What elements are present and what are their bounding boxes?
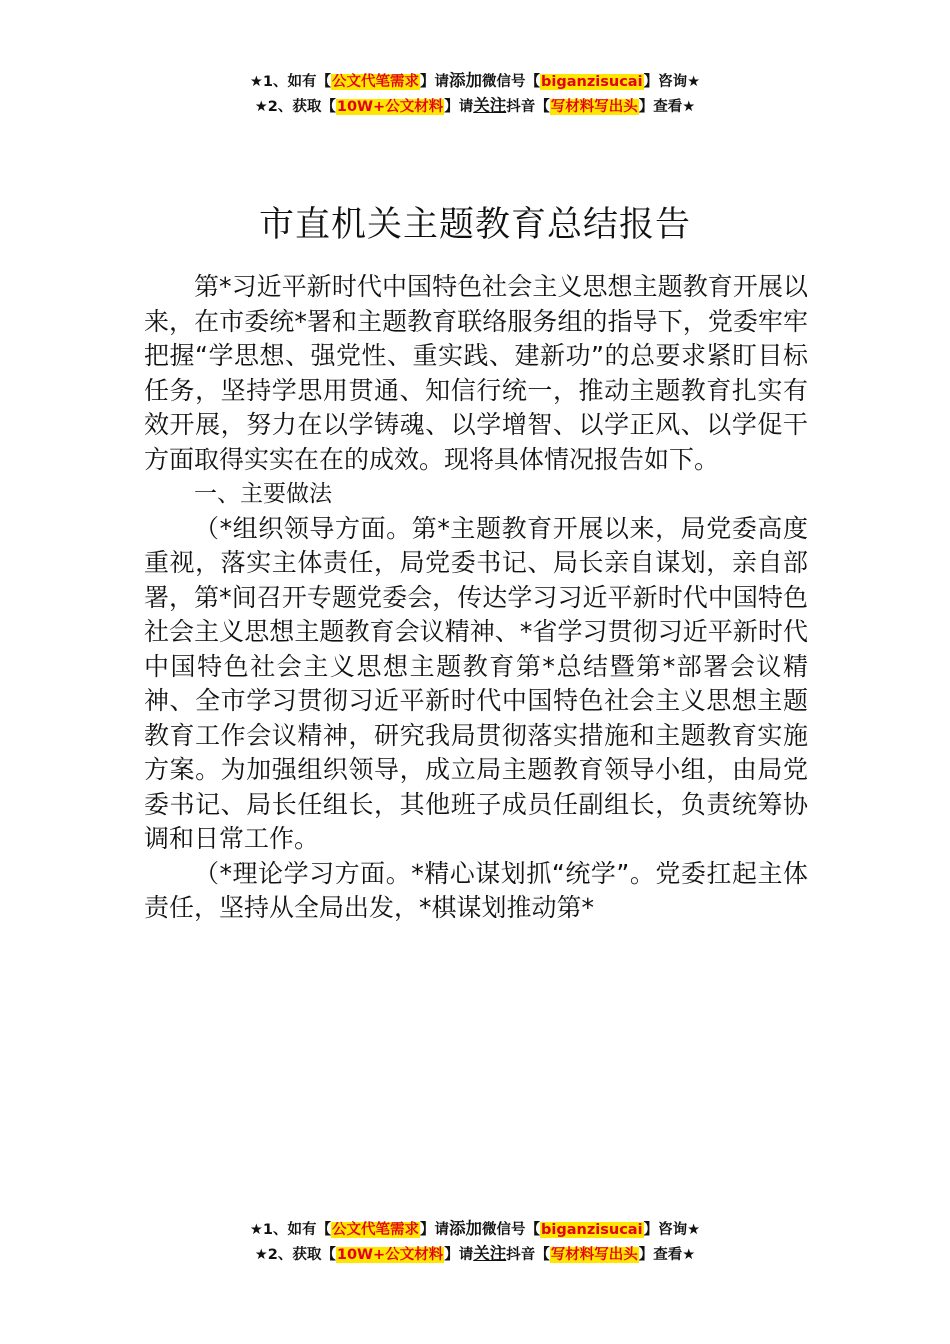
promo-text: 1、如有【 [262, 1222, 332, 1238]
promo-text: 】咨询★ [643, 1222, 701, 1238]
section-heading: 一、主要做法 [194, 481, 332, 507]
promo-text: 2、获取【 [267, 1247, 336, 1263]
star-icon: ★ [249, 1222, 263, 1238]
promo-line-1 [0, 68, 950, 93]
promo-text: 】查看★ [638, 99, 696, 115]
promo-highlight: 10W+公文材料 [336, 99, 444, 115]
promo-text: 微信号【 [482, 1222, 541, 1238]
document-body [144, 270, 808, 926]
promo-text: 】咨询★ [643, 74, 701, 90]
promo-highlight: 10W+公文材料 [336, 1247, 444, 1263]
promo-text: 抖音【 [506, 1247, 550, 1263]
star-icon: ★ [249, 74, 263, 90]
body-paragraph: （*组织领导方面。第*主题教育开展以来，局党委高度重视，落实主体责任，局党委书记、局长亲自谋划，亲自部署，第*间召开专题党委会，传达学习习近平新时代中国特色社会主义思想主题教育会议精神、*省学习贯彻习近平新时代中国特色社会主义思想主题教育第*总结暨第*部署会议精神、全市学习贯彻习近平新时代中国特色社会主义思想主题教育工作会议精神，研究我局贯彻落实措施和主题教育实施方案。为加强组织领导，成立局主题教育领导小组，由局党委书记、局长任组长，其他班子成员任副组长，负责统筹协调和日常工作。 [144, 513, 808, 853]
promo-text: 抖音【 [506, 99, 550, 115]
promo-text: 2、获取【 [267, 99, 336, 115]
wechat-id-highlight: biganzisucai [541, 1222, 643, 1238]
promo-emphasis: 添加 [449, 71, 483, 90]
promo-banner-top [0, 68, 950, 118]
douyin-highlight: 写材料写出头 [550, 99, 638, 115]
promo-text: 】请 [420, 1222, 450, 1238]
promo-text: 】请 [444, 99, 474, 115]
promo-emphasis: 关注 [473, 1244, 507, 1263]
document-title: 市直机关主题教育总结报告 [258, 205, 691, 246]
body-paragraph: 第*习近平新时代中国特色社会主义思想主题教育开展以来，在市委统*署和主题教育联络服务组的指导下，党委牢牢把握“学思想、强党性、重实践、建新功”的总要求紧盯目标任务，坚持学思用贯通、知信行统一，推动主题教育扎实有效开展，努力在以学铸魂、以学增智、以学正风、以学促干方面取得实实在在的成效。现将具体情况报告如下。 [144, 272, 808, 474]
promo-text: 1、如有【 [262, 74, 332, 90]
promo-banner-bottom [0, 1216, 950, 1266]
promo-text: 】请 [444, 1247, 474, 1263]
promo-highlight: 公文代笔需求 [332, 1222, 420, 1238]
body-paragraph: （*理论学习方面。*精心谋划抓“统学”。党委扛起主体责任，坚持从全局出发，*棋谋划推动第* [144, 858, 808, 922]
promo-text: 微信号【 [482, 74, 541, 90]
promo-emphasis: 关注 [473, 96, 507, 115]
wechat-id-highlight: biganzisucai [541, 74, 643, 90]
promo-highlight: 公文代笔需求 [332, 74, 420, 90]
douyin-highlight: 写材料写出头 [550, 1247, 638, 1263]
promo-line-1 [0, 1216, 950, 1241]
star-icon: ★ [254, 99, 268, 115]
promo-line-2 [0, 93, 950, 118]
promo-line-2 [0, 1241, 950, 1266]
promo-text: 】查看★ [638, 1247, 696, 1263]
star-icon: ★ [254, 1247, 268, 1263]
promo-text: 】请 [420, 74, 450, 90]
promo-emphasis: 添加 [449, 1219, 483, 1238]
